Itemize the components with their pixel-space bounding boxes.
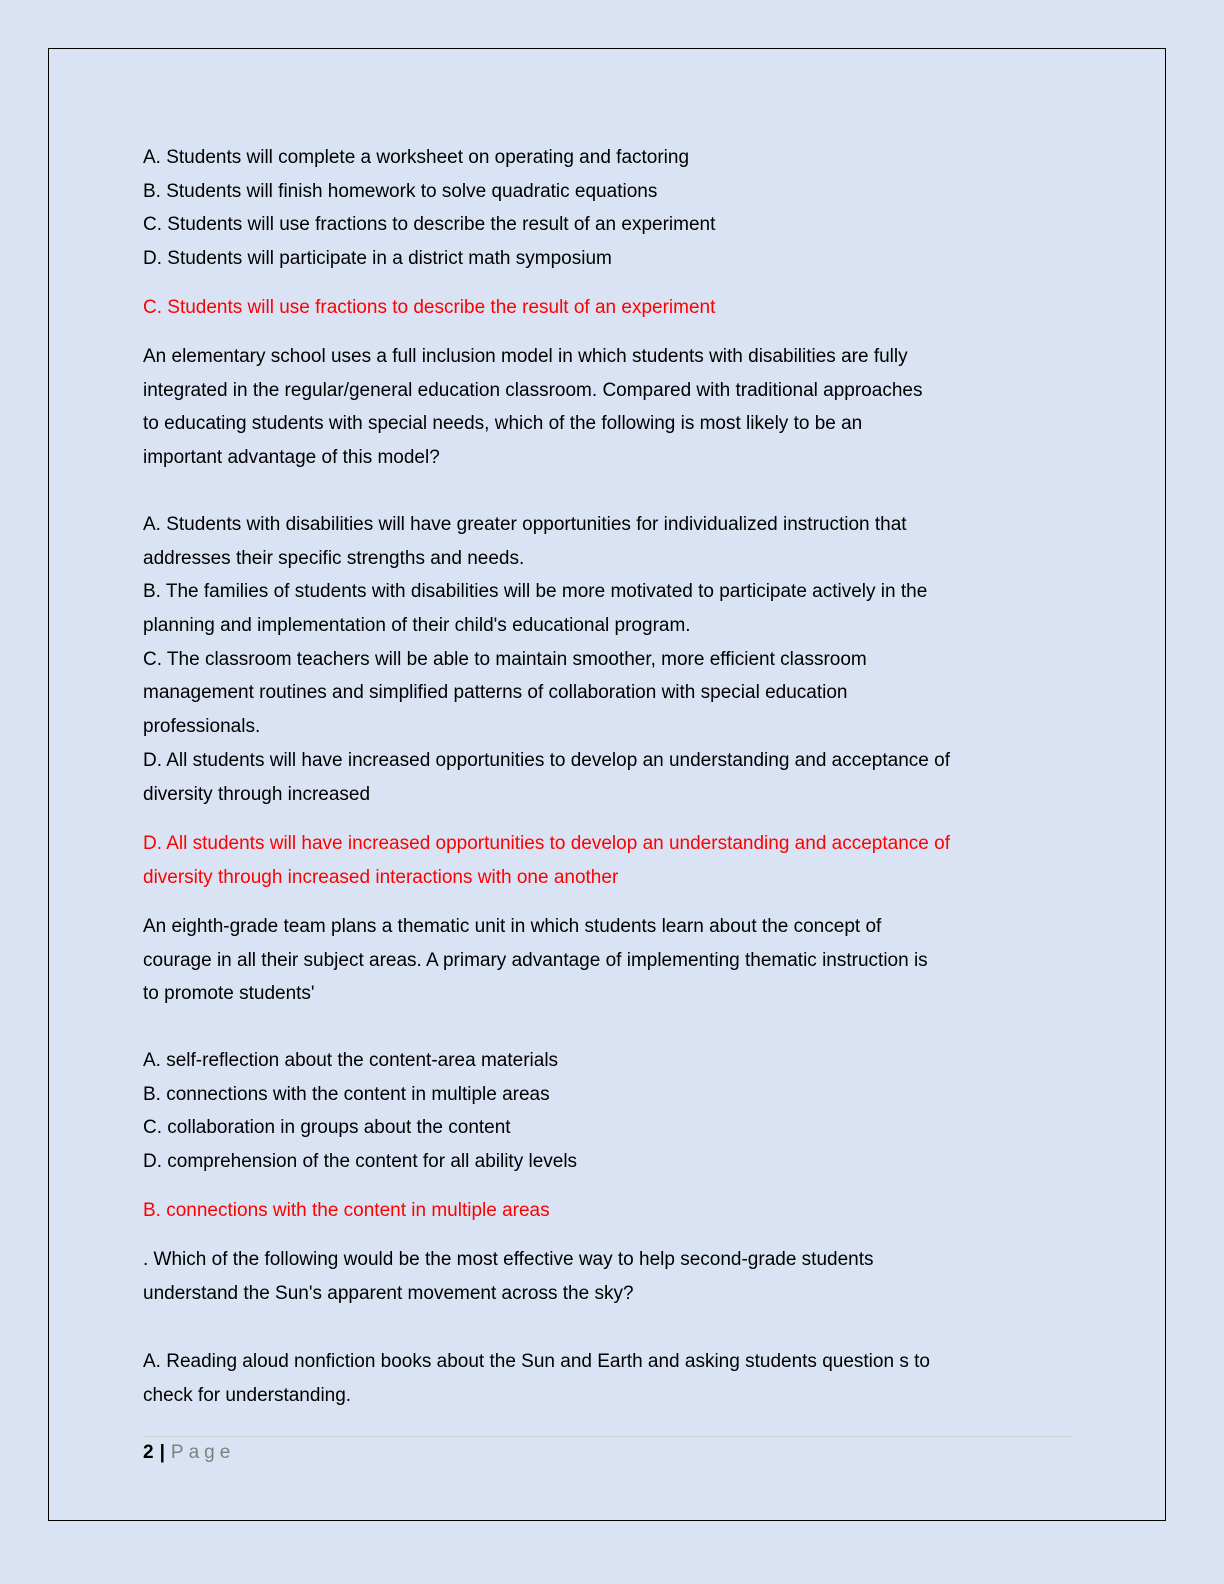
question-4-options [143, 1345, 930, 1412]
question-1-options [143, 141, 715, 276]
option-d: D. comprehension of the content for all ability levels [143, 1151, 578, 1173]
page-footer [143, 1442, 235, 1464]
option-line: A. Reading aloud nonfiction books about the Sun and Earth and asking students question s to [143, 1351, 930, 1372]
page-number: 2 [143, 1442, 154, 1463]
option-d: D. Students will participate in a district math symposium [143, 248, 612, 270]
answer-3 [143, 1194, 550, 1228]
question-line: courage in all their subject areas. A primary advantage of implementing thematic instruction is [143, 949, 928, 971]
option-a: A. self-reflection about the content-area materials [143, 1050, 559, 1071]
question-2-options [143, 508, 950, 811]
question-line: . Which of the following would be the most effective way to help second-grade students [143, 1249, 874, 1270]
option-line: check for understanding. [143, 1384, 352, 1406]
option-line: addresses their specific strengths and needs. [143, 547, 525, 569]
option-line: planning and implementation of their child's educational program. [143, 615, 691, 637]
question-2 [143, 340, 922, 475]
option-c: C. Students will use fractions to describe the result of an experiment [143, 214, 716, 236]
option-line: diversity through increased [143, 783, 371, 805]
answer-1 [143, 291, 715, 325]
option-line: D. All students will have increased opportunities to develop an understanding and acceptance of [143, 749, 950, 771]
option-line: C. The classroom teachers will be able to maintain smoother, more efficient classroom [143, 648, 867, 670]
option-line: management routines and simplified patterns of collaboration with special education [143, 682, 848, 704]
question-line: understand the Sun's apparent movement across the sky? [143, 1282, 634, 1304]
footer-separator: | [159, 1442, 165, 1463]
question-3 [143, 910, 928, 1011]
option-line: B. The families of students with disabilities will be more motivated to participate actively in the [143, 581, 928, 603]
question-line: to promote students' [143, 983, 315, 1005]
option-line: A. Students with disabilities will have greater opportunities for individualized instruction that [143, 514, 907, 535]
option-c: C. collaboration in groups about the content [143, 1117, 511, 1139]
page-label: Page [170, 1442, 236, 1463]
option-line: professionals. [143, 716, 261, 738]
option-b: B. Students will finish homework to solve quadratic equations [143, 180, 658, 202]
option-a: A. Students will complete a worksheet on operating and factoring [143, 147, 690, 168]
question-3-options [143, 1044, 577, 1179]
answer-line: C. Students will use fractions to describe the result of an experiment [143, 297, 716, 318]
answer-line: D. All students will have increased opportunities to develop an understanding and acceptance of [143, 833, 950, 854]
question-line: An eighth-grade team plans a thematic unit in which students learn about the concept of [143, 916, 882, 937]
answer-line: diversity through increased interactions with one another [143, 866, 619, 888]
question-line: important advantage of this model? [143, 447, 440, 469]
answer-line: B. connections with the content in multiple areas [143, 1200, 550, 1221]
question-line: An elementary school uses a full inclusion model in which students with disabilities are fully [143, 346, 908, 367]
question-4 [143, 1243, 874, 1310]
question-line: to educating students with special needs, which of the following is most likely to be an [143, 413, 863, 435]
answer-2 [143, 827, 950, 894]
question-line: integrated in the regular/general education classroom. Compared with traditional approaches [143, 379, 923, 401]
footer-divider [143, 1436, 1073, 1437]
option-b: B. connections with the content in multiple areas [143, 1083, 550, 1105]
